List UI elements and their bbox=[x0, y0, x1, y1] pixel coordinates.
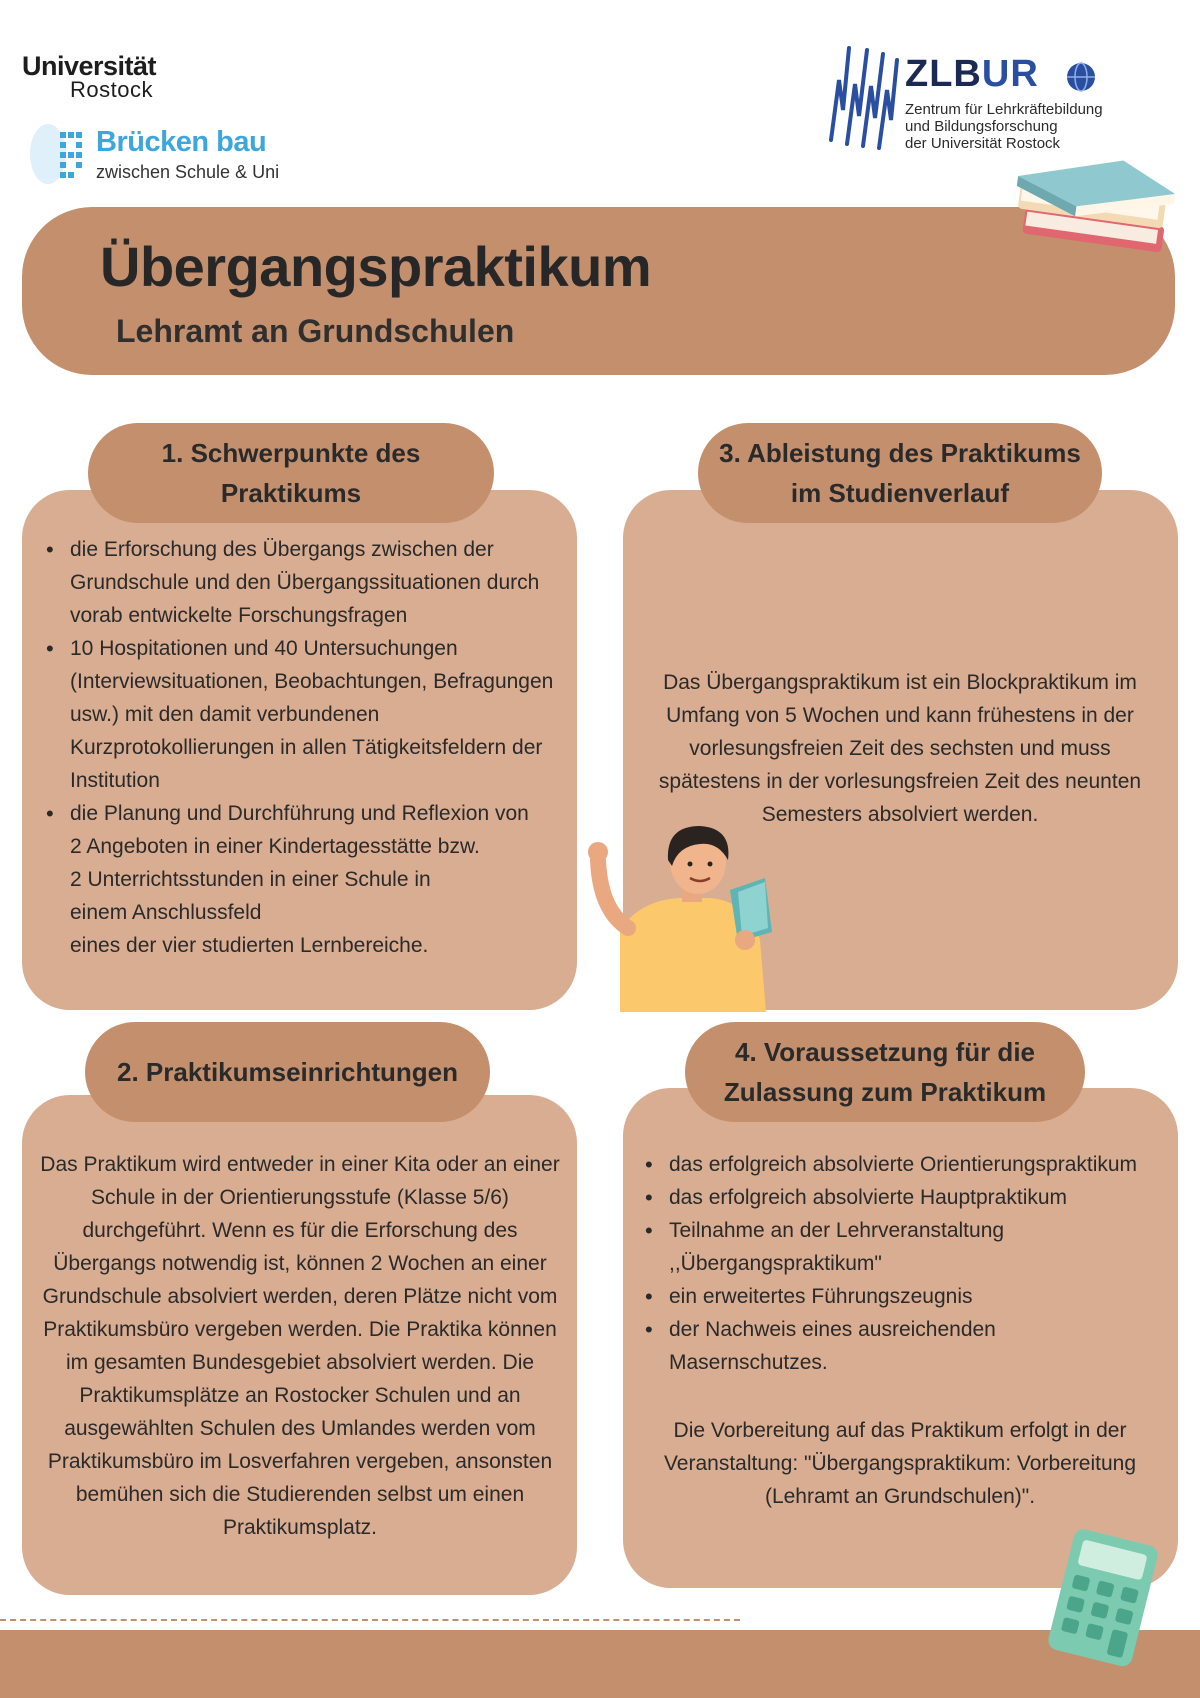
section1-continuation: 2 Unterrichtsstunden in einer Schule in bbox=[70, 868, 431, 891]
student-with-book-illustration bbox=[560, 820, 790, 1012]
bruecken-bau-title: Brücken bau bbox=[96, 126, 267, 158]
calculator-icon bbox=[1040, 1528, 1168, 1668]
section1-bullet: • die Erforschung des Übergangs zwischen der Grundschule und den Übergangssituationen durch vorab entwickelte Forschungsfragen bbox=[70, 533, 566, 632]
section1-heading: 1. Schwerpunkte des Praktikums bbox=[88, 423, 494, 523]
zlb-globe-icon bbox=[1066, 62, 1096, 92]
bruecken-bau-subtitle: zwischen Schule & Uni bbox=[96, 162, 280, 182]
section1-continuation: 2 Angeboten in einer Kindertagesstätte bzw. bbox=[70, 835, 480, 858]
section2-heading: 2. Praktikumseinrichtungen bbox=[85, 1022, 490, 1122]
page-title: Übergangspraktikum bbox=[100, 235, 652, 298]
section3-heading: 3. Ableistung des Praktikums im Studienverlauf bbox=[698, 423, 1102, 523]
section1-continuation: eines der vier studierten Lernbereiche. bbox=[70, 934, 429, 957]
footer-bar bbox=[0, 1630, 1200, 1698]
section4-bullet: • das erfolgreich absolvierte Hauptpraktikum bbox=[669, 1181, 1175, 1214]
section4-note: Die Vorbereitung auf das Praktikum erfolgt in der Veranstaltung: "Übergangspraktikum: Vorbereitung (Lehramt an Grundschulen)". bbox=[663, 1419, 1137, 1508]
page-subtitle: Lehramt an Grundschulen bbox=[116, 313, 515, 349]
zlb-lines-icon bbox=[825, 40, 903, 150]
zlb-title: ZLBUR bbox=[905, 53, 1039, 95]
section2-body: Das Praktikum wird entweder in einer Kita oder an einer Schule in der Orientierungsstufe (Klasse 5/6) durchgeführt. Wenn es für die Erforschung des Übergangs notwendig ist, können 2 Wochen an einer Grundschule absolviert werden, deren Plätze nicht vom Praktikumsbüro vergeben werden. Die Praktika können im gesamten Bundesgebiet absolviert werden. Die Praktikumsplätze an Rostocker Schulen und an ausgewählten Schulen des Umlandes werden vom Praktikumsbüro im Losverfahren vergeben, ansonsten bemühen sich die Studierenden selbst um einen Praktikumsplatz. bbox=[40, 1153, 560, 1539]
section1-bullet: • die Planung und Durchführung und Reflexion von bbox=[70, 797, 566, 830]
section4-bullet: • das erfolgreich absolvierte Orientierungspraktikum bbox=[669, 1148, 1175, 1181]
section3-body: Das Übergangspraktikum ist ein Blockpraktikum im Umfang von 5 Wochen und kann frühestens in der vorlesungsfreien Zeit des sechsten und muss spätestens in der vorlesungsfreien Zeit des neunten Semesters absolviert werden. bbox=[658, 671, 1142, 826]
section4-bullet: • ein erweitertes Führungszeugnis bbox=[669, 1280, 1175, 1313]
section4-bullet: • Teilnahme an der Lehrveranstaltung ,,Übergangspraktikum" bbox=[669, 1214, 1175, 1280]
section4-heading: 4. Voraussetzung für die Zulassung zum Praktikum bbox=[685, 1022, 1085, 1122]
footer-dashed-divider bbox=[0, 1619, 740, 1621]
section1-bullet: • 10 Hospitationen und 40 Untersuchungen (Interviewsituationen, Beobachtungen, Befragungen usw.) mit den damit verbundenen Kurzprotokollierungen in allen Tätigkeitsfeldern der Institution bbox=[70, 632, 566, 797]
university-city: Rostock bbox=[70, 77, 153, 102]
section4-bullet: • der Nachweis eines ausreichenden Masernschutzes. bbox=[669, 1313, 1175, 1379]
section4-body bbox=[645, 1148, 1175, 1379]
books-icon bbox=[995, 148, 1180, 278]
university-name: Universität bbox=[22, 51, 157, 81]
section1-continuation: einem Anschlussfeld bbox=[70, 901, 262, 924]
zlb-subtitle: Zentrum für Lehrkräftebildung und Bildungsforschung der Universität Rostock bbox=[905, 101, 1103, 152]
section1-body bbox=[46, 533, 566, 962]
bruecken-bau-logo-icon bbox=[30, 118, 85, 190]
